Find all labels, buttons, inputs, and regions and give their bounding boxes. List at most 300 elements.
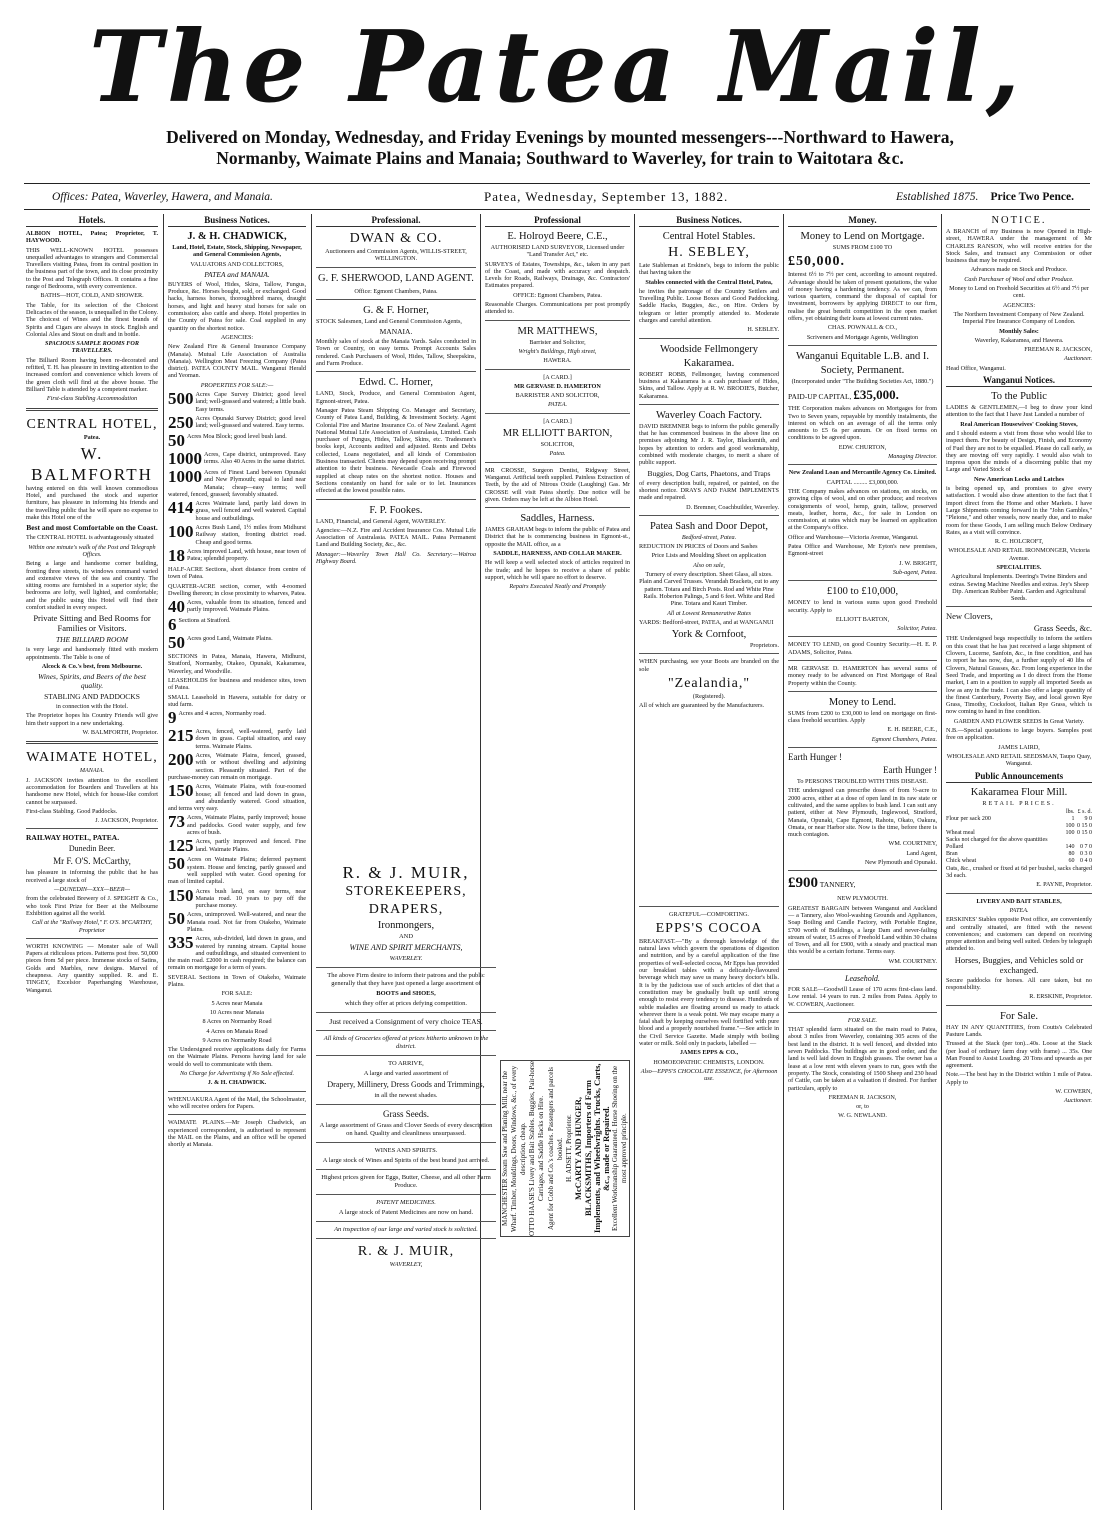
delivery-notice <box>20 127 1100 169</box>
muir-patent: PATENT MEDICINES. <box>376 1199 436 1206</box>
separator <box>639 906 779 907</box>
muir-wines-header: WINES AND SPIRITS. <box>374 1147 438 1154</box>
hundred-body: MONEY to lend in various sums upon good Freehold security. Apply to <box>788 599 937 614</box>
property-listing <box>168 885 306 910</box>
leasehold-title: Leasehold. <box>845 974 880 983</box>
muir-inspection: An inspection of our large and varied stock is solicited. <box>334 1226 478 1233</box>
separator <box>316 1194 496 1195</box>
property-description: Acres, partly improved and fenced. Fine land. Waimate Plains. <box>195 838 306 853</box>
newland-name: W. G. NEWLAND. <box>838 1112 887 1120</box>
persons-line: To PERSONS TROUBLED WITH THIS DISEASE. <box>797 778 928 786</box>
graham-body: JAMES GRAHAM begs to inform the public of Patea and District that he is commencing business in Egmont-st., opposite the MAIL office, as a <box>485 526 630 548</box>
tannery-price: £900 <box>788 875 818 892</box>
best-line: Best and most Comfortable on the Coast. <box>26 523 158 533</box>
bright-title: Sub-agent, Patea. <box>892 568 937 576</box>
column-divider <box>941 214 942 1510</box>
laird-name: JAMES LAIRD, <box>998 743 1040 751</box>
muir-teas: Just received a Consignment of very choice TEAS. <box>329 1017 483 1026</box>
property-description: Acres, Waimate Plains, fenced, grassed, with or without dwelling and adjoining section. Pleasantly situated. Part of the purchase-money can remain on mortgage. <box>168 752 306 781</box>
agencies-list: The Northern Investment Company of New Zealand. Imperial Fire Insurance Company of London. <box>953 310 1085 326</box>
forsale-item: 9 Acres on Normanby Road <box>202 1036 272 1044</box>
properties-header: PROPERTIES FOR SALE:— <box>200 381 274 389</box>
to-the-public: To the Public <box>991 391 1047 403</box>
whenuakura: WHENUAKURA Agent of the Mail, the Schoolmaster, who will receive orders for Papers. <box>168 1095 306 1110</box>
separator <box>485 507 630 508</box>
property-listing <box>168 391 306 413</box>
property-description: Acres good Land, Waimate Plains. <box>187 635 273 643</box>
pownall-desc: Scriveners and Mortgage Agents, Wellington <box>806 333 919 341</box>
masthead-title: The Patea Mail, <box>89 10 1025 125</box>
york-cornfoot: York & Cornfoot, <box>671 629 747 641</box>
property-acreage: 125 <box>168 836 194 856</box>
muir-boots: BOOTS and SHOES, <box>376 990 436 997</box>
column-professional-2 <box>485 214 630 854</box>
price-cell <box>946 809 1064 816</box>
billiard-room: THE BILLIARD ROOM <box>55 635 129 645</box>
column-professional <box>316 214 476 854</box>
sherwood-title: G. F. SHERWOOD, LAND AGENT. <box>318 272 474 284</box>
separator <box>26 938 158 939</box>
price-cell: 80 <box>1068 850 1075 857</box>
jackson-name: FREEMAN R. JACKSON, <box>1024 346 1092 354</box>
separator <box>639 338 779 339</box>
courtney-title: Land Agent, <box>906 849 937 857</box>
separator <box>26 741 158 744</box>
waimate-hotel-sub: MANAIA. <box>79 767 105 775</box>
nb-line: N.B.—Special quotations to large buyers. Samples post free on application. <box>946 727 1092 742</box>
separator <box>946 1005 1092 1006</box>
price-cell <box>1075 837 1092 844</box>
separator <box>485 320 630 321</box>
hamerton-desc: BARRISTER AND SOLICITOR, <box>515 392 600 400</box>
separator <box>316 1055 496 1056</box>
separator <box>639 404 779 405</box>
separator <box>316 499 476 500</box>
property-listing <box>168 935 306 971</box>
muir-groceries: All kinds of Groceries offered at prices hitherto unknown in the district. <box>323 1035 489 1050</box>
jackson-title: Auctioneer. <box>1063 355 1092 363</box>
established-year: Established 1875. <box>896 191 979 203</box>
epps-cocoa: EPPS'S COCOA <box>655 920 763 936</box>
separator <box>26 828 158 829</box>
property-listing <box>168 677 306 692</box>
separator <box>485 369 630 370</box>
property-description: Acres Moa Block; good level bush land. <box>187 432 287 440</box>
property-acreage: 335 <box>168 933 194 953</box>
spacer <box>639 712 779 902</box>
nzloan-capital: CAPITAL ......... £3,000,000. <box>826 478 899 486</box>
or-line: or, to <box>856 1103 869 1111</box>
ladies-body: LADIES & GENTLEMEN,—I beg to draw your kind attention to the fact that I have Just Landed a number of <box>946 404 1092 419</box>
ladies-body-2: and I should esteem a visit from those who would like to inspect them. For beauty of Design, Finish, and Economy of Fuel they are not to be equalled. Please do call early, as they are moving off very rapidly. I would also wish to impress upon the minds of a discerning public that my Large and Varied Stock of <box>946 429 1092 474</box>
separator <box>316 371 476 372</box>
cobb-agent: Agent for Cobb and Co.'s coaches. Passengers and parcels booked. <box>546 1067 564 1230</box>
muir-and: AND <box>398 933 414 940</box>
muir-waverley: WAVERLEY. <box>389 955 423 962</box>
money-to-lend-adams: MONEY TO LEND, on good Country Security.—H. E. P. ADAMS, Solicitor, Patea. <box>788 641 937 656</box>
separator <box>316 967 496 968</box>
tannery-title: TANNERY, <box>819 880 856 890</box>
mccarthy-name: Mr F. O'S. McCarthy, <box>53 856 131 867</box>
section-header: Business Notices. <box>168 214 306 227</box>
crosse-notice: MR CROSSE, Surgeon Dentist, Ridgway Street, Wanganui. Artificial teeth supplied. Painless Extraction of Teeth, by the aid of Nitrous Oxide (Laughing) Gas. Mr CROSSE will visit Patea shortly. Due notice will be given. Orders may be left at the Albion Hotel. <box>485 466 630 503</box>
holcroft-desc: WHOLESALE AND RETAIL IRONMONGER, Victoria Avenue. <box>948 547 1090 562</box>
central-hotel-sub: Patea. <box>83 433 101 441</box>
price-row <box>946 851 1092 858</box>
property-description: Acres of Finest Land between Opunaki and New Plymouth; equal to land near Manaia; cheap—easy terms; well watered, fenced, grassed; favorably situated. <box>168 468 306 498</box>
haase-stables: OTTO HAASE'S Livery and Bait Stables. Buggies, Pair-horse Carriages, and Saddle Hacks on Hire. <box>528 1061 546 1236</box>
flour-mill-title: Kakaramea Flour Mill. <box>970 786 1068 798</box>
beere-sign: E. H. BEERE, C.E., <box>887 726 937 734</box>
corporation-body: THE Corporation makes advances on Mortgages for from Two to Seven years, repayable by monthly instalments, the interest on which on an average of all the terms only amounts to £5 6s per annum. Or on fixed terms on conditions to be agreed upon. <box>788 405 937 442</box>
price-cell: 60 <box>1068 857 1075 864</box>
muir-wines-body: A large stock of Wines and Spirits of the best brand just arrived. <box>322 1157 490 1164</box>
muir-arrive: TO ARRIVE, <box>388 1060 424 1067</box>
monthly-sales: Monthly Sales: <box>999 327 1039 335</box>
nzloan-patea-office: Patea Office and Warehouse, Mr Eyton's new premises, Egmont-street <box>788 543 937 558</box>
property-listing <box>168 752 306 781</box>
price-cell: Pollard <box>946 843 964 850</box>
railway-body-2: from the celebrated Brewery of J. SPEIGHT & Co., who took First Prize for Beer at the Melbourne Exhibition against all the world. <box>26 895 158 917</box>
property-listing <box>168 500 306 522</box>
section-header: Business Notices. <box>639 214 779 227</box>
boots-line: WHEN purchasing, see your Boots are branded on the sole <box>639 658 779 673</box>
wines-line: Wines, Spirits, and Beers of the best quality. <box>38 672 146 691</box>
bremner-sign: D. Bremner, Coachbuilder, Waverley. <box>686 503 779 511</box>
saddles-title: Saddles, Harness. <box>520 513 595 525</box>
property-acreage: 50 <box>168 430 185 450</box>
branch-body: A BRANCH of my Business is now Opened in High-street, HAWERA under the management of Mr CHARLES RANSON, who will receive entries for the Stock Sales, and transact any Commission or other business that may be required. <box>946 228 1092 265</box>
bright-name: J. W. BRIGHT, <box>899 559 937 567</box>
property-listing <box>168 911 306 933</box>
courtney-sign: WM. COURTNEY. <box>888 957 937 965</box>
column-notices <box>946 214 1092 1510</box>
boots-body: All of which are guaranteed by the Manufacturers. <box>639 702 765 710</box>
undersigned: The Undersigned receive applications daily for Farms on the Waimate Plains. Persons having land for sale would do well to communicate with them. <box>168 1046 306 1068</box>
separator <box>316 1221 496 1222</box>
muir-intro: The above Firm desire to inform their patrons and the public generally that they have just opened a large assortment of <box>327 972 485 987</box>
jackson-name: FREEMAN R. JACKSON, <box>828 1093 897 1101</box>
robb-body: ROBERT ROBB, Fellmonger, having commenced business at Kakaramea is a cash purchaser of Hides, Skins, and Tallow. Apply at R. W. BRODIE'S, Butcher, Kakaramea. <box>639 370 779 400</box>
property-listing <box>168 814 306 836</box>
property-acreage: 9 <box>168 708 177 728</box>
churton-name: EDW. CHURTON, <box>838 443 887 451</box>
property-description: Acres Bush Land, 1½ miles from Midhurst Railway station, fronting district road. Cheap and good terms. <box>195 524 306 546</box>
muir-large: A large and varied assortment of <box>363 1070 449 1077</box>
waimate-hotel-title: WAIMATE HOTEL, <box>26 750 158 766</box>
central-body-3: Being a large and handsome corner building, fronting three streets, its windows command varied and extensive views of the sea and country. The sitting rooms are furnished in a superior style; the bedrooms are lofty, well lighted, and comfortable; and the public using this Hotel will find their comfort studied in every respect. <box>26 560 158 611</box>
separator <box>485 462 630 463</box>
dateline <box>24 186 1090 208</box>
churton-title: Managing Director. <box>888 453 937 461</box>
breakfast-text: BREAKFAST.—"By a thorough knowledge of the natural laws which govern the operations of digestion and nutrition, and by a careful application of the fine properties of well-selected cocoa, Mr Epps has provided our breakfast tables with a delicately-flavoured beverage which may save us many heavy doctor's bills. It is by the judicious use of such articles of diet that a constitution may be gradually built up until strong enough to resist every tendency to disease. Hundreds of subtle maladies are floating around us ready to attack wherever there is a weak point. We may escape many a fatal shaft by keeping ourselves well fortified with pure blood and a properly nourished frame."—See article in the Civil Service Gazette. Made simply with boiling water or milk. Sold only in packets, labelled — <box>639 937 779 1048</box>
advances-line: Advances made on Stock and Produce. <box>970 266 1068 274</box>
chadwick-sign: J. & H. CHADWICK. <box>207 1079 267 1087</box>
buggies-line: Buggies, Dog Carts, Phaetons, and Traps <box>647 468 771 478</box>
forsale-header: FOR SALE. <box>847 1016 878 1024</box>
price-cell: £ s. d. <box>1077 808 1092 815</box>
mccarty-hunger: McCARTY AND HUNGER, <box>573 1096 584 1201</box>
balmforth-name: W. BALMFORTH <box>31 443 153 484</box>
property-listing <box>168 599 306 615</box>
jackson-sign: J. JACKSON, Proprietor. <box>95 817 158 825</box>
price-cell: Chick wheat <box>946 857 977 864</box>
property-acreage: 73 <box>168 812 185 832</box>
forsale-lease: FOR SALE—Goodwill Lease of 170 acres first-class land. Low rental. 14 years to run. 2 miles from Patea. Apply to W. COWERN, Auctioneer. <box>788 986 937 1008</box>
property-description: Acres, Waimate Plains, partly improved; house and paddocks. Good water supply, and few acres of bush. <box>187 814 306 837</box>
separator <box>316 299 476 300</box>
column-divider <box>163 214 164 1510</box>
edwd-desc: LAND, Stock, Produce, and General Commission Agent, Egmont-street, Patea. <box>316 390 476 405</box>
interest-text: Interest 6½ to 7½ per cent, according to amount required. Advantage should be taken of present quotations, the value of money having a hardening tendency. As we can, from various quarters, command the disposal of capital for investment, borrowers by applying DIRECT to our firm, realise the great benefit competition in the open market offers, yet obtaining their loans at lowest current rates. <box>788 271 937 323</box>
separator <box>788 660 937 661</box>
muir-ironmongers: Ironmongers, <box>377 920 435 931</box>
separator <box>788 691 937 692</box>
property-listing <box>168 783 306 812</box>
muir-newest: in all the newest shades. <box>374 1092 438 1099</box>
albion-title: ALBION HOTEL, Patea; Proprietor, T. HAYWOOD. <box>26 230 158 245</box>
established-text <box>896 186 1074 208</box>
price-cell: 0 15 0 <box>1077 822 1092 829</box>
property-description: Acres Opunaki Survey District; good level land; well-grassed and watered. Easy terms. <box>195 414 306 430</box>
separator <box>639 515 779 516</box>
locks-body: is being opened up, and promises to give every satisfaction. I would also draw attention to the fact that I import direct from the Home and other Markets. I have Large Shipments coming forward in the "John Gambles," "Pleione," and other vessels, now nearly due, and to make room for these Goods, I am selling much Below Ordinary Rates, as a visit will convince. <box>946 485 1092 536</box>
column-divider <box>311 214 312 1510</box>
private-rooms: Private Sitting and Bed Rooms for Families or Visitors. <box>33 613 151 634</box>
woodside-title: Woodside Fellmongery Kakaramea. <box>659 343 759 369</box>
tannery-header <box>788 875 937 893</box>
price-cell: 0 15 0 <box>1077 829 1092 836</box>
graham-body-2: He will keep a well selected stock of articles required in the trade; and he hopes to receive a share of public support, which he will spare no effort to deserve. <box>485 559 630 581</box>
delivery-line-1: Delivered on Monday, Wednesday, and Friday Evenings by mounted messengers---Northward to Hawera, <box>166 127 954 147</box>
property-description: Acres improved Land, with house, near town of Patea; splendid property. <box>187 547 306 563</box>
horses-line: Horses, Buggies, and Vehicles sold or exchanged. <box>954 954 1084 975</box>
card-label: [A CARD.] <box>543 373 572 381</box>
property-acreage: 100 <box>168 522 194 542</box>
sebley-stables: Stables connected with the Central Hotel, Patea, <box>645 278 773 286</box>
property-listing <box>168 617 306 633</box>
hay-price: Trussed at the Stack (per ton)...40s. Loose at the Stack (per load of ordinary farm dray with frame) ... 35s. One Man Found to Assist Loading. 20 Tons and upwards as per agreement. <box>946 1040 1092 1070</box>
separator <box>316 1030 496 1031</box>
property-acreage: 150 <box>168 781 194 801</box>
property-description: Acres, sub-divided, laid down in grass, and watered by running stream. Capital house and outbuildings, and situated convenient to the main road. £2000 in cash required; the balance can remain on mortgage for a term of years. <box>168 935 306 972</box>
alcock-line: Alcock & Co.'s best, from Melbourne. <box>41 662 143 670</box>
price-cell: 100 <box>1065 822 1075 829</box>
specialities: SPECIALITIES. <box>996 563 1042 571</box>
muir-sign: R. & J. MUIR, <box>357 1244 455 1259</box>
homoeopathic: HOMOEOPATHIC CHEMISTS, LONDON. <box>653 1058 765 1066</box>
property-listing <box>168 653 306 675</box>
lend-title: Money to Lend on Mortgage. <box>800 231 925 242</box>
lowest-rates: All at Lowest Remunerative Rates <box>667 609 751 617</box>
property-listing <box>168 583 306 598</box>
separator <box>168 1091 306 1092</box>
section-header: Hotels. <box>26 214 158 227</box>
beere-office: Egmont Chambers, Patea. <box>871 735 937 743</box>
call-line: Call at the "Railway Hotel," F. O'S. M'CARTHY, Proprietor <box>31 919 153 934</box>
column-business-notices-2 <box>639 214 779 1510</box>
matthews-desc: Barrister and Solicitor, <box>529 338 586 346</box>
property-acreage: 414 <box>168 498 194 518</box>
beere-body: SURVEYS of Estates, Townships, &c., taken in any part of the Coast, and made with accuracy and despatch. Levels for Roads, Railways, Drainage, &c. Contractors' Estimates prepared. <box>485 260 630 290</box>
separator <box>316 1238 496 1239</box>
property-listing <box>168 566 306 581</box>
central-body-2: The CENTRAL HOTEL is advantageously situated <box>26 534 154 542</box>
pownall-name: CHAS. POWNALL & CO., <box>827 324 898 332</box>
property-acreage: 50 <box>168 909 185 929</box>
property-listing <box>168 430 306 450</box>
cowern-name: W. COWERN, <box>1055 1088 1092 1096</box>
barton-sign: ELLIOTT BARTON, <box>835 615 890 623</box>
property-acreage: 1000 <box>168 448 202 468</box>
property-description: Acres, valuable from its situation, fenced and partly improved. Waimate Plains. <box>187 599 306 614</box>
property-acreage: 1000 <box>168 466 202 486</box>
price-row <box>946 844 1092 851</box>
price-cell: 0 7 0 <box>1080 843 1092 850</box>
erskines-body: ERSKINES' Stables opposite Post office, are conveniently and centrally situated, are fitted with the newest conveniences; and customers can depend on receiving proper attention and being well suited. Orders by telegraph attended to. <box>946 916 1092 953</box>
property-acreage: 50 <box>168 854 185 874</box>
retail-prices: RETAIL PRICES. <box>982 799 1056 807</box>
price-cell: Flour per sack 200 <box>946 815 991 822</box>
separator <box>788 636 937 637</box>
edwd-body: Manager Patea Steam Shipping Co. Manager and Secretary, County of Patea Land, Building, & Investment Society. Agent Colonial Fire and Marine Insurance Co. of New Zealand. Agent National Mutual Life Association of Australasia, Limited. Cash purchaser of Fungus, Hides, Tallow, Skins, etc. Tradesmen's books kept, Accounts audited and adjusted. Rents and Debts collected, Loans negotiated, and all kinds of Commission Business transacted. Clients may depend upon receiving prompt attention to their business. Newcastle Coals and Firewood supplied at cheap rates on the shortest notice. Houses and Sections constantly on hand for sale or to let. Insurances effected at the lowest possible rates. <box>316 406 476 495</box>
courtney-place: New Plymouth and Opunaki. <box>864 859 937 867</box>
barton-place: Patea. <box>549 450 566 458</box>
property-description: Sections at Stratford. <box>178 617 231 625</box>
property-listing <box>168 466 306 498</box>
property-acreage: 200 <box>168 750 194 770</box>
horner-body: Monthly sales of stock at the Manaia Yards. Sales conducted in Town or Country, on easy terms. Prompt Accounts Sales rendered. Cash Purchasers of Wool, Hides, Tallow, Sheepskins, and Farm Produce. <box>316 338 476 368</box>
hundred-title: £100 to £10,000, <box>826 586 899 598</box>
muir-title: R. & J. MUIR, <box>342 863 470 882</box>
muir-sign-place: WAVERLEY, <box>389 1261 423 1268</box>
courtney-name: WM. COURTNEY, <box>888 840 937 848</box>
note-line: Note.—The best hay in the District within 1 mile of Patea. Apply to <box>946 1071 1092 1086</box>
garden-seeds: GARDEN AND FLOWER SEEDS In Great Variety. <box>953 717 1085 725</box>
fookes-body: Agencies:—N.Z. Fire and Accident Insurance Cos. Mutual Life Association of Australasia. PATEA MAIL. Patea Permanent Land and Building Society, &c., &c. <box>316 526 476 549</box>
separator <box>788 870 937 871</box>
property-acreage: 18 <box>168 545 185 565</box>
clovers-title: New Clovers, <box>946 611 993 622</box>
property-listing <box>168 524 306 546</box>
separator <box>26 408 158 411</box>
spacious-rooms: SPACIOUS SAMPLE ROOMS FOR TRAVELLERS. <box>45 340 139 355</box>
edwd-horner-title: Edwd. C. Horner, <box>359 377 433 389</box>
wright-buildings: Wright's Buildings, High street, <box>518 347 597 355</box>
property-acreage: 40 <box>168 597 185 617</box>
price-cell: Wheat meal <box>946 829 975 836</box>
proprietor-note: The Proprietor hopes his Country Friends will give him their support in a new undertaking. <box>26 712 158 727</box>
bremner-body-2: of every description built, repaired, or painted, on the shortest notice. DRAYS AND FARM IMPLEMENTS made and repaired. <box>639 479 779 502</box>
equitable-title: Wanganui Equitable L.B. and I. Society, Permanent. <box>796 350 929 376</box>
property-listing <box>168 710 306 726</box>
section-header: Professional <box>485 214 630 227</box>
muir-highest: Highest prices given for Eggs, Butter, Cheese, and all other Farm Produce. <box>321 1174 491 1189</box>
price-lists: Price Lists and Moulding Sheet on application <box>651 552 767 560</box>
stabling-paddocks: STABLING AND PADDOCKS <box>44 692 140 702</box>
railway-body: has pleasure in informing the public that he has received a large stock of <box>26 869 158 884</box>
also-on-sale: Also on sale, <box>693 561 725 569</box>
paid-up-capital <box>788 387 937 403</box>
price-table <box>946 809 1092 865</box>
card-label: [A CARD.] <box>543 417 572 425</box>
earth-hunger-1: Earth Hunger ! <box>788 752 842 763</box>
saddle-maker: SADDLE, HARNESS, AND COLLAR MAKER. <box>493 550 622 558</box>
central-body: having entered on this well known commodious Hotel, and purchased the stock and superior furniture, has pleasure in informing his friends and the travelling public that he will spare no expense to make this Hotel one of the <box>26 484 158 522</box>
property-listing <box>168 856 306 885</box>
forsale-item: 4 Acres on Manaia Road <box>206 1027 268 1035</box>
sash-depot-title: Patea Sash and Door Depot, <box>649 520 769 532</box>
sherwood-office: Office: Egmont Chambers, Patea. <box>354 287 438 295</box>
earth-hunger-2: Earth Hunger ! <box>883 765 937 776</box>
separator <box>316 1169 496 1170</box>
property-description: Acres bush land, on easy terms, near Manaia road. 10 years to pay off the purchase money. <box>195 887 306 910</box>
property-description: Acres and 4 acres, Normanby road. <box>178 710 266 718</box>
blacksmiths: BLACKSMITHS, Importers of Farm Implements, and Wheelwrights. Trucks, Carts, &c., made or Repaired. <box>582 1063 611 1234</box>
property-description: LEASEHOLDS for business and residence sites, town of Patea. <box>168 676 306 692</box>
price-row <box>946 823 1092 830</box>
sash-address: Bedford-street, Patea. <box>681 533 737 541</box>
monthly-places: Waverley, Kakaramea, and Hawera. <box>974 336 1064 344</box>
holcroft-name: R. C. HOLCROFT, <box>994 538 1044 546</box>
specialities-items: Agricultural Implements. Deering's Twine Binders and extras. Sewing Machine Needles and extras. Jey's Sheep Dip. American Rubber Paint. Garden and Agricultural Seeds. <box>949 573 1089 603</box>
zealandia-brand: "Zealandia," <box>667 675 751 691</box>
paid-up-label: PAID-UP CAPITAL, <box>788 392 852 402</box>
property-acreage: 150 <box>168 885 194 905</box>
places: PATEA and MANAIA. <box>204 269 270 279</box>
issue-date: Patea, Wednesday, September 13, 1882. <box>484 189 729 204</box>
property-description: Acres, Cape district, unimproved. Easy terms. Also 40 Acres in the same district. <box>204 450 306 466</box>
sums-from: SUMS FROM £100 TO <box>832 244 893 251</box>
price-cell: 9 0 <box>1084 815 1092 822</box>
beer-line: —DUNEDIN—XXX—BEER— <box>54 886 130 894</box>
cash-purchaser: Cash Purchaser of Wool and other Produce. <box>964 275 1074 283</box>
sums-2: SUMS from £200 to £30,000 to lend on mortgage on first-class freehold securities. Apply <box>788 709 937 725</box>
property-acreage: 50 <box>168 633 185 653</box>
column-divider <box>783 214 784 1510</box>
beere-title: E. Holroyd Beere, C.E., <box>507 231 608 242</box>
separator <box>946 606 1092 607</box>
hamerton-money: MR GERVASE D. HAMERTON has several sums of money ready to be advanced on First Mortgage of Real Property within the County. <box>788 664 937 687</box>
forsale-header: FOR SALE: <box>221 990 253 998</box>
separator <box>946 893 1092 894</box>
stabling-line: First-class Stabling Accommodation <box>46 395 138 403</box>
separator <box>788 580 937 581</box>
column-divider <box>634 214 635 1510</box>
property-acreage: 215 <box>168 726 194 746</box>
muir-grass: Grass Seeds. <box>383 1109 429 1119</box>
waimate-plains: WAIMATE PLAINS.—Mr Joseph Chadwick, an experienced correspondent, is authorised to represent the MAIL on the Plains, and an office will be opened shortly at Manaia. <box>168 1119 306 1149</box>
property-description: Acres Waimate land, partly laid down in grass, well fenced and well watered. Capital house and outbuildings. <box>195 500 306 522</box>
property-description: QUARTER-ACRE section, corner, with 4-roomed Dwelling thereon; in close proximity to wharves, Patea. <box>168 582 306 597</box>
section-header: Professional. <box>316 214 476 227</box>
yards-line: YARDS: Bedford-street, PATEA, and at WANGANUI <box>639 618 774 626</box>
property-listing <box>168 838 306 854</box>
price-cell <box>1064 837 1074 844</box>
livery-place: PATEA. <box>1009 907 1029 914</box>
price-row <box>946 830 1092 837</box>
price-cell: 140 <box>1065 843 1075 850</box>
notice-title: NOTICE. <box>991 215 1047 226</box>
properties-list <box>168 391 306 972</box>
property-listing <box>168 694 306 709</box>
section-header: Money. <box>788 214 937 227</box>
separator <box>316 1104 496 1105</box>
forsale-item: 10 Acres near Manaia <box>209 1008 265 1016</box>
for-sale-title: For Sale. <box>1000 1010 1038 1022</box>
barton-title: MR ELLIOTT BARTON, <box>502 428 613 440</box>
property-listing <box>168 728 306 750</box>
